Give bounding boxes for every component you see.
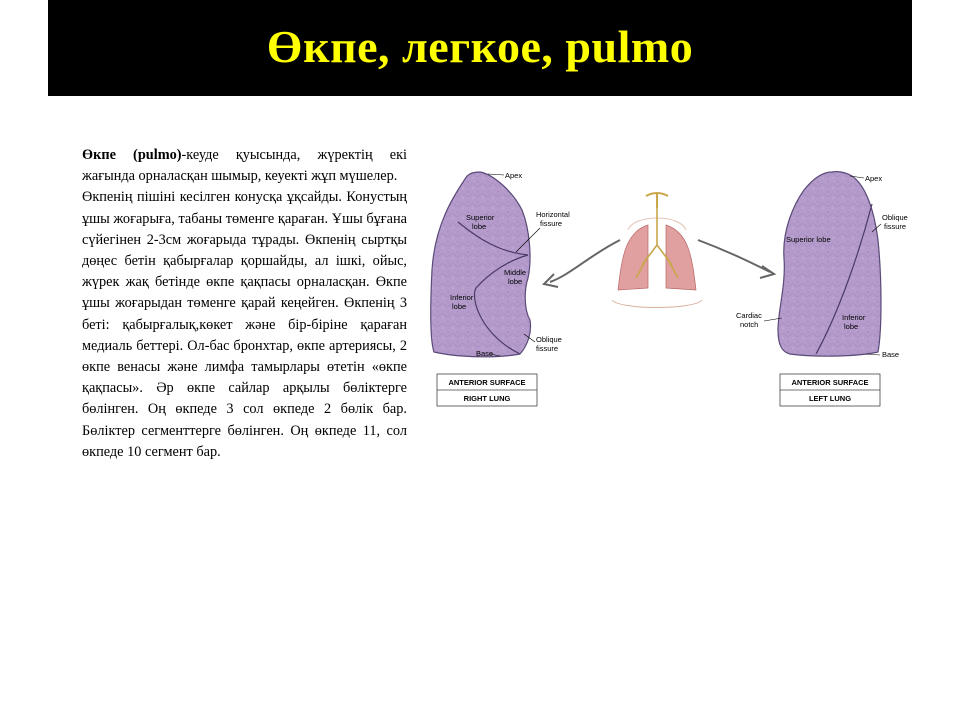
right-middle-lobe-label-2: lobe — [508, 277, 523, 286]
left-caption-lung: LEFT LUNG — [808, 394, 852, 403]
right-middle-lobe-label: Middle — [504, 268, 527, 277]
left-lung-shape — [778, 172, 881, 357]
left-apex-label: Apex — [865, 174, 883, 183]
left-lung — [778, 172, 881, 357]
right-horizontal-fissure-label: Horizontal — [536, 210, 570, 219]
title-bar — [48, 0, 912, 96]
left-oblique-fissure-label: Oblique — [882, 213, 908, 222]
right-superior-lobe-label: Superior — [466, 213, 495, 222]
right-caption-lung: RIGHT LUNG — [463, 394, 511, 403]
right-horizontal-fissure-label-2: fissure — [540, 219, 563, 228]
lung-anatomy-figure — [420, 160, 920, 410]
definition-text: -кеуде қуысында, жүректің екі жағында орналасқан шымыр, кеуекті жұп мүшелер. — [82, 147, 407, 185]
thorax-overview — [612, 193, 702, 308]
right-inferior-lobe-label: Inferior — [450, 293, 474, 302]
paragraph-description: Өкпенің пішіні кесілген конусқа ұқсайды. Конустың ұшы жоғарыға, табаны төменге қараған. Ұшы бұғана сүйегінен 2-3см жоғарыда тұрады. Өкпенің сыртқы дөңес бетін қабырғалар қоршайды, ал ішкі, ойыс, жүрек жақ бетінде өкпе қақпасы орналасқан. Өкпе ұшы жоғарыдан төменге қарай кеңейген. Өкпенің 3 беті: қабырғалық,көкет және бір-біріне қараған медиаль беттері. Ол-бас бронхтар, өкпе артериясы, 2 өкпе венасы және лимфа тамырлары өтетін «өкпе қақпасы». Әр өкпе сайлар арқылы бөліктерге бөлінген. Оң өкпеде 3 сол өкпеде 2 бөлік бар. Бөліктер сегменттерге бөлінген. Оң өкпеде 11, сол өкпеде 10 сегмент бар. — [82, 189, 407, 460]
left-base-label: Base — [882, 350, 900, 359]
term-pulmo: Өкпе (pulmo) — [82, 147, 182, 163]
right-lung-caption — [437, 374, 537, 406]
left-superior-lobe-label: Superior lobe — [786, 235, 831, 244]
arrow-to-left-lung — [698, 240, 774, 278]
left-cardiac-notch-label-2: notch — [740, 320, 759, 329]
right-base-label: Base — [476, 349, 494, 358]
right-oblique-fissure-label: Oblique — [536, 335, 562, 344]
left-cardiac-notch-label: Cardiac — [736, 311, 762, 320]
left-caption-surface: ANTERIOR SURFACE — [791, 378, 869, 387]
left-inferior-lobe-label-2: lobe — [844, 322, 859, 331]
paragraph-definition — [82, 145, 407, 187]
body-text — [82, 145, 407, 463]
arrow-to-right-lung — [544, 240, 620, 287]
right-superior-lobe-label-2: lobe — [472, 222, 487, 231]
left-oblique-fissure-label-2: fissure — [884, 222, 907, 231]
right-oblique-fissure-label-2: fissure — [536, 344, 559, 353]
left-lung-caption — [780, 374, 880, 406]
slide-title: Өкпе, легкое, pulmo — [266, 20, 694, 72]
right-lung — [431, 172, 531, 357]
right-caption-surface: ANTERIOR SURFACE — [448, 378, 526, 387]
right-apex-label: Apex — [505, 171, 523, 180]
left-inferior-lobe-label: Inferior — [842, 313, 866, 322]
right-inferior-lobe-label-2: lobe — [452, 302, 467, 311]
right-lung-shape — [431, 172, 531, 357]
